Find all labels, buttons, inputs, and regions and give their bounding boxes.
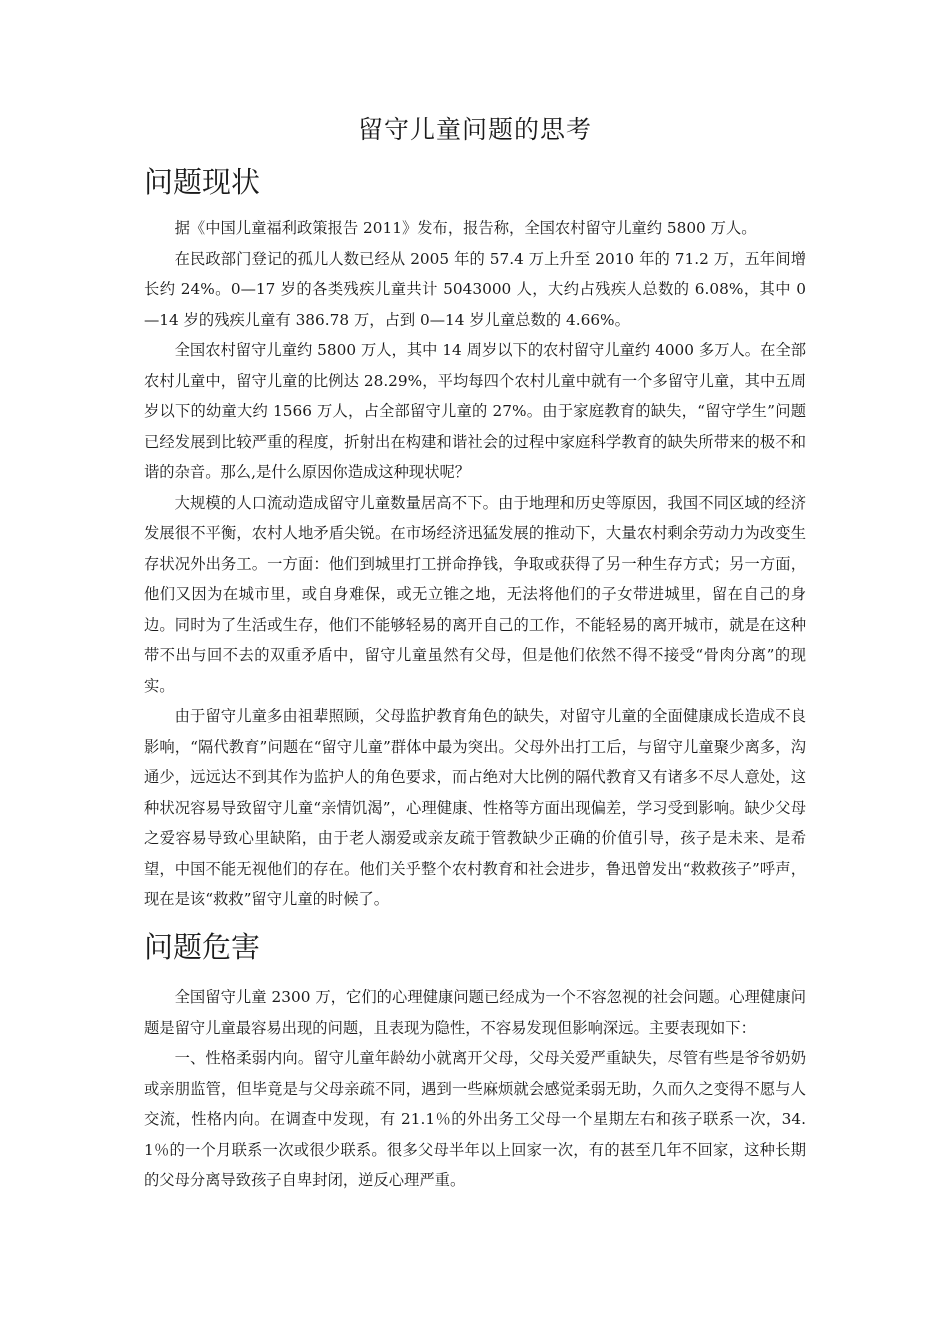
paragraph: 据《中国儿童福利政策报告 2011》发布，报告称，全国农村留守儿童约 5800 万人。 — [174, 219, 757, 237]
paragraph: 一、性格柔弱内向。留守儿童年龄幼小就离开父母，父母关爱严重缺失，尽管有些是爷爷奶奶或亲朋监管，但毕竟是与父母亲疏不同，遇到一些麻烦就会感觉柔弱无助，久而久之变得不愿与人交流，性格内向。在调查中发现，有 21.1％的外出务工父母一个星期左右和孩子联系一次，34.1％的一个月联系一次或很少联系。很多父母半年以上回家一次，有的甚至几年不回家，这种长期的父母分离导致孩子自卑封闭，逆反心理严重。 — [144, 1049, 806, 1189]
document-title: 留守儿童问题的思考 — [357, 115, 592, 144]
paragraph: 全国农村留守儿童约 5800 万人，其中 14 周岁以下的农村留守儿童约 4000 多万人。在全部农村儿童中，留守儿童的比例达 28.29%，平均每四个农村儿童中就有一个多留守儿童，其中五周岁以下的幼童大约 1566 万人，占全部留守儿童的 27%。由于家庭教育的缺失，“留守学生”问题已经发展到比较严重的程度，折射出在构建和谐社会的过程中家庭科学教育的缺失所带来的极不和谐的杂音。那么,是什么原因你造成这种现状呢？ — [144, 341, 806, 481]
section-body-status — [144, 213, 806, 915]
paragraph: 大规模的人口流动造成留守儿童数量居高不下。由于地理和历史等原因，我国不同区域的经济发展很不平衡，农村人地矛盾尖锐。在市场经济迅猛发展的推动下，大量农村剩余劳动力为改变生存状况外出务工。一方面：他们到城里打工拼命挣钱，争取或获得了另一种生存方式；另一方面，他们又因为在城市里，或自身难保，或无立锥之地，无法将他们的子女带进城里，留在自己的身边。同时为了生活或生存，他们不能够轻易的离开自己的工作，不能轻易的离开城市，就是在这种带不出与回不去的双重矛盾中，留守儿童虽然有父母，但是他们依然不得不接受“骨肉分离”的现实。 — [144, 493, 806, 695]
paragraph: 在民政部门登记的孤儿人数已经从 2005 年的 57.4 万上升至 2010 年的 71.2 万，五年间增长约 24%。0—17 岁的各类残疾儿童共计 5043000 人，大约占残疾人总数的 6.08%，其中 0—14 岁的残疾儿童有 386.78 万，占到 0—14 岁儿童总数的 4.66%。 — [144, 249, 806, 329]
section-body-harm — [144, 982, 806, 1196]
section-heading-status: 问题现状 — [144, 165, 261, 199]
paragraph: 全国留守儿童 2300 万，它们的心理健康问题已经成为一个不容忽视的社会问题。心理健康问题是留守儿童最容易出现的问题，且表现为隐性，不容易发现但影响深远。主要表现如下： — [144, 988, 806, 1037]
paragraph: 由于留守儿童多由祖辈照顾，父母监护教育角色的缺失，对留守儿童的全面健康成长造成不良影响，“隔代教育”问题在“留守儿童”群体中最为突出。父母外出打工后，与留守儿童聚少离多，沟通少，远远达不到其作为监护人的角色要求，而占绝对大比例的隔代教育又有诸多不尽人意处，这种状况容易导致留守儿童“亲情饥渴”，心理健康、性格等方面出现偏差，学习受到影响。缺少父母之爱容易导致心里缺陷，由于老人溺爱或亲友疏于管教缺少正确的价值引导，孩子是未来、是希望，中国不能无视他们的存在。他们关乎整个农村教育和社会进步，鲁迅曾发出“救救孩子”呼声，现在是该“救救”留守儿童的时候了。 — [144, 707, 806, 908]
section-heading-harm: 问题危害 — [144, 930, 261, 964]
